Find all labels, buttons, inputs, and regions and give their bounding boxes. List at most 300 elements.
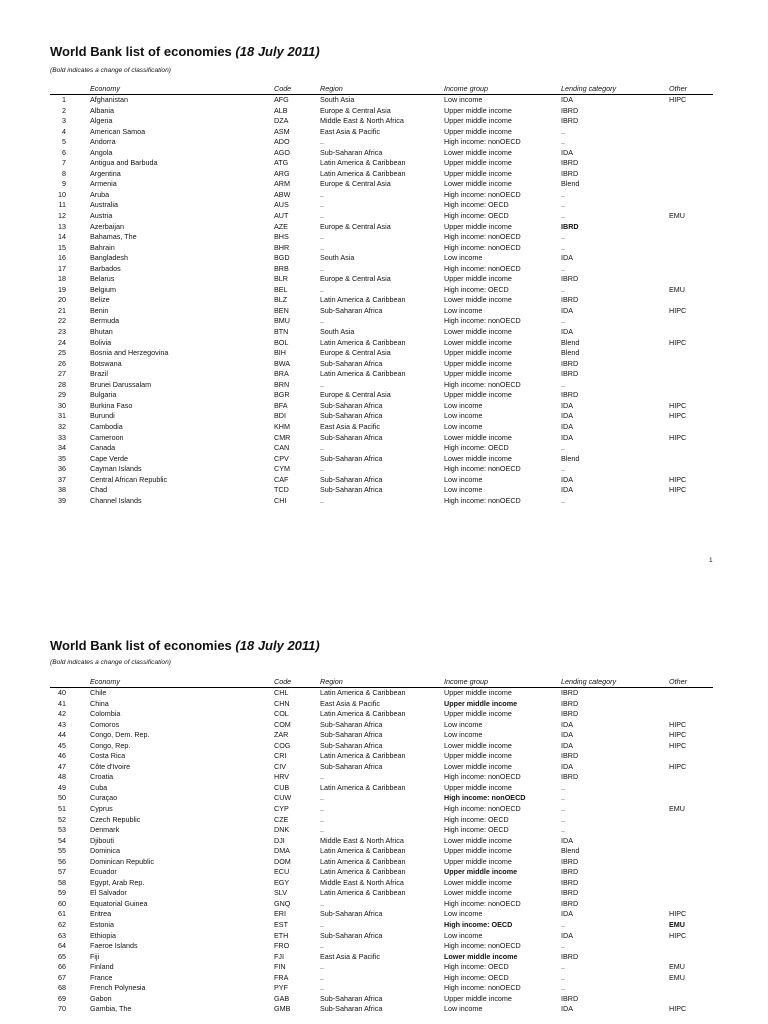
cell-income: Upper middle income	[444, 116, 512, 126]
cell-economy: Bolivia	[90, 337, 112, 347]
cell-lending: ..	[561, 793, 565, 803]
cell-code: PYF	[274, 983, 288, 993]
cell-region: ..	[320, 189, 324, 199]
table-row	[50, 825, 713, 836]
table-row	[50, 699, 713, 710]
cell-income: High income: nonOECD	[444, 495, 521, 505]
cell-economy: Belgium	[90, 284, 116, 294]
cell-code: DJI	[274, 835, 285, 845]
cell-income: Low income	[444, 421, 483, 431]
cell-lending: ..	[561, 242, 565, 252]
cell-economy: Bahrain	[90, 242, 115, 252]
cell-code: CYM	[274, 464, 290, 474]
cell-economy: Burundi	[90, 411, 115, 421]
cell-lending: IDA	[561, 740, 573, 750]
cell-lending: ..	[561, 920, 565, 930]
cell-other: EMU	[669, 804, 685, 814]
cell-economy: Belize	[90, 295, 110, 305]
cell-lending: IBRD	[561, 358, 579, 368]
cell-num: 38	[58, 485, 66, 495]
cell-lending: IDA	[561, 253, 573, 263]
table-row	[50, 222, 713, 233]
cell-num: 15	[58, 242, 66, 252]
cell-economy: Faeroe Islands	[90, 941, 138, 951]
cell-num: 52	[58, 814, 66, 824]
cell-economy: Congo, Rep.	[90, 740, 131, 750]
cell-num: 56	[58, 856, 66, 866]
cell-num: 44	[58, 730, 66, 740]
cell-income: High income: OECD	[444, 211, 509, 221]
cell-code: ADO	[274, 137, 290, 147]
cell-other	[669, 443, 713, 454]
cell-code: ERI	[274, 909, 286, 919]
cell-num: 19	[58, 284, 66, 294]
table-row	[50, 348, 713, 359]
cell-num: 70	[58, 1004, 66, 1014]
cell-code: AUT	[274, 211, 289, 221]
cell-economy: Gambia, The	[90, 1004, 132, 1014]
cell-economy: Denmark	[90, 825, 120, 835]
table-header-row	[50, 677, 713, 688]
header-other: Other	[669, 677, 713, 688]
table-row	[50, 994, 713, 1005]
cell-num: 50	[58, 793, 66, 803]
cell-other	[669, 200, 713, 211]
cell-income: Low income	[444, 253, 483, 263]
cell-income: Upper middle income	[444, 390, 512, 400]
cell-other: HIPC	[669, 719, 687, 729]
cell-num: 25	[58, 348, 66, 358]
cell-other	[669, 709, 713, 720]
cell-region: Sub-Saharan Africa	[320, 305, 383, 315]
cell-lending: IBRD	[561, 390, 579, 400]
cell-other	[669, 846, 713, 857]
cell-economy: Chad	[90, 485, 108, 495]
cell-other	[669, 274, 713, 285]
cell-economy: Afghanistan	[90, 95, 128, 104]
table-row	[50, 401, 713, 412]
cell-lending: ..	[561, 972, 565, 982]
cell-lending: IDA	[561, 421, 573, 431]
cell-num: 51	[58, 804, 66, 814]
table-row	[50, 962, 713, 973]
cell-economy: Eritrea	[90, 909, 112, 919]
cell-other	[669, 369, 713, 380]
cell-other: HIPC	[669, 740, 687, 750]
cell-region: Sub-Saharan Africa	[320, 358, 383, 368]
cell-code: CIV	[274, 761, 286, 771]
table-row	[50, 390, 713, 401]
cell-lending: ..	[561, 495, 565, 505]
cell-region: Sub-Saharan Africa	[320, 1004, 383, 1014]
cell-economy: Croatia	[90, 772, 114, 782]
cell-lending: IBRD	[561, 688, 579, 697]
cell-other	[669, 222, 713, 233]
table-row	[50, 179, 713, 190]
cell-region: ..	[320, 379, 324, 389]
cell-economy: Bangladesh	[90, 253, 128, 263]
cell-code: AGO	[274, 147, 290, 157]
header-lending-category: Lending category	[561, 84, 669, 95]
cell-lending: ..	[561, 137, 565, 147]
cell-num: 18	[58, 274, 66, 284]
cell-code: BHR	[274, 242, 290, 252]
cell-other	[669, 772, 713, 783]
cell-other: HIPC	[669, 730, 687, 740]
cell-other	[669, 941, 713, 952]
table-row	[50, 1004, 713, 1015]
cell-region: Latin America & Caribbean	[320, 369, 406, 379]
cell-region: ..	[320, 804, 324, 814]
cell-region: Sub-Saharan Africa	[320, 453, 383, 463]
cell-code: ASM	[274, 126, 290, 136]
cell-income: Lower middle income	[444, 951, 518, 961]
cell-other: HIPC	[669, 761, 687, 771]
cell-other: HIPC	[669, 485, 687, 495]
cell-income: High income: nonOECD	[444, 772, 521, 782]
cell-num: 69	[58, 993, 66, 1003]
cell-num: 22	[58, 316, 66, 326]
cell-lending: IDA	[561, 930, 573, 940]
table-row	[50, 475, 713, 486]
cell-income: Upper middle income	[444, 274, 512, 284]
cell-economy: Egypt, Arab Rep.	[90, 877, 145, 887]
cell-lending: ..	[561, 284, 565, 294]
table-row	[50, 169, 713, 180]
cell-other	[669, 169, 713, 180]
cell-lending: IDA	[561, 432, 573, 442]
cell-code: CRI	[274, 751, 287, 761]
cell-code: DMA	[274, 846, 290, 856]
cell-region: South Asia	[320, 327, 355, 337]
cell-code: BRN	[274, 379, 290, 389]
cell-economy: French Polynesia	[90, 983, 146, 993]
cell-code: CUB	[274, 782, 290, 792]
cell-economy: Curaçao	[90, 793, 118, 803]
cell-num: 45	[58, 740, 66, 750]
cell-num: 2	[62, 105, 66, 115]
cell-income: High income: nonOECD	[444, 242, 521, 252]
cell-lending: IBRD	[561, 867, 579, 877]
cell-code: SLV	[274, 888, 288, 898]
cell-other: EMU	[669, 972, 685, 982]
cell-region: ..	[320, 772, 324, 782]
cell-code: ZAR	[274, 730, 289, 740]
cell-region: Latin America & Caribbean	[320, 295, 406, 305]
cell-region: ..	[320, 941, 324, 951]
cell-region: Latin America & Caribbean	[320, 168, 406, 178]
cell-num: 3	[62, 116, 66, 126]
cell-region: ..	[320, 825, 324, 835]
cell-income: Lower middle income	[444, 337, 512, 347]
cell-income: High income: nonOECD	[444, 316, 521, 326]
cell-lending: ..	[561, 263, 565, 273]
cell-income: Low income	[444, 400, 483, 410]
cell-income: High income: OECD	[444, 814, 509, 824]
cell-economy: Estonia	[90, 920, 114, 930]
cell-other	[669, 359, 713, 370]
cell-other	[669, 983, 713, 994]
cell-num: 66	[58, 962, 66, 972]
cell-num: 27	[58, 369, 66, 379]
cell-lending: IBRD	[561, 877, 579, 887]
cell-region: ..	[320, 898, 324, 908]
cell-code: AFG	[274, 95, 289, 104]
cell-code: COL	[274, 709, 289, 719]
cell-region: Europe & Central Asia	[320, 105, 391, 115]
cell-region: Sub-Saharan Africa	[320, 411, 383, 421]
table-row	[50, 783, 713, 794]
cell-other	[669, 888, 713, 899]
cell-other	[669, 793, 713, 804]
cell-num: 28	[58, 379, 66, 389]
table-row	[50, 741, 713, 752]
table-row	[50, 285, 713, 296]
cell-income: Low income	[444, 95, 483, 104]
table-row	[50, 920, 713, 931]
cell-code: ETH	[274, 930, 289, 940]
cell-economy: Botswana	[90, 358, 122, 368]
table-row	[50, 106, 713, 117]
cell-num: 17	[58, 263, 66, 273]
cell-economy: Cyprus	[90, 804, 113, 814]
cell-num: 49	[58, 782, 66, 792]
economies-table	[50, 677, 713, 1015]
cell-lending: ..	[561, 782, 565, 792]
cell-lending: IBRD	[561, 772, 579, 782]
cell-lending: IBRD	[561, 856, 579, 866]
cell-region: Sub-Saharan Africa	[320, 730, 383, 740]
cell-region: Latin America & Caribbean	[320, 888, 406, 898]
cell-code: HRV	[274, 772, 290, 782]
cell-region: ..	[320, 972, 324, 982]
table-row	[50, 931, 713, 942]
cell-income: Upper middle income	[444, 688, 512, 697]
cell-region: Middle East & North Africa	[320, 877, 404, 887]
cell-income: High income: OECD	[444, 920, 513, 930]
cell-income: High income: nonOECD	[444, 983, 521, 993]
cell-region: Middle East & North Africa	[320, 835, 404, 845]
cell-num: 39	[58, 495, 66, 505]
cell-code: CAF	[274, 474, 289, 484]
cell-region: Europe & Central Asia	[320, 179, 391, 189]
cell-other: HIPC	[669, 1004, 687, 1014]
cell-other	[669, 232, 713, 243]
table-row	[50, 95, 713, 106]
cell-num: 31	[58, 411, 66, 421]
cell-code: BDI	[274, 411, 286, 421]
cell-num: 65	[58, 951, 66, 961]
cell-num: 61	[58, 909, 66, 919]
cell-other: EMU	[669, 284, 685, 294]
cell-economy: Barbados	[90, 263, 121, 273]
cell-code: KHM	[274, 421, 290, 431]
cell-other	[669, 106, 713, 117]
cell-code: BWA	[274, 358, 291, 368]
cell-lending: IDA	[561, 327, 573, 337]
cell-region: Latin America & Caribbean	[320, 337, 406, 347]
cell-income: Upper middle income	[444, 221, 512, 231]
cell-other	[669, 253, 713, 264]
cell-code: BTN	[274, 327, 289, 337]
cell-lending: IBRD	[561, 105, 579, 115]
cell-economy: Australia	[90, 200, 118, 210]
table-row	[50, 116, 713, 127]
table-row	[50, 983, 713, 994]
cell-income: High income: OECD	[444, 200, 509, 210]
cell-num: 34	[58, 443, 66, 453]
cell-other	[669, 348, 713, 359]
cell-num: 30	[58, 400, 66, 410]
cell-region: ..	[320, 263, 324, 273]
cell-other	[669, 127, 713, 138]
cell-other	[669, 116, 713, 127]
cell-lending: IDA	[561, 719, 573, 729]
cell-income: Upper middle income	[444, 158, 512, 168]
cell-lending: ..	[561, 126, 565, 136]
cell-lending: IBRD	[561, 116, 579, 126]
cell-income: Low income	[444, 1004, 483, 1014]
cell-economy: Albania	[90, 105, 114, 115]
cell-region: ..	[320, 211, 324, 221]
cell-lending: Blend	[561, 179, 580, 189]
table-row	[50, 762, 713, 773]
cell-other: HIPC	[669, 909, 687, 919]
cell-code: BGR	[274, 390, 290, 400]
cell-economy: Côte d'Ivoire	[90, 761, 131, 771]
cell-income: Upper middle income	[444, 867, 518, 877]
cell-region: Sub-Saharan Africa	[320, 993, 383, 1003]
cell-income: Upper middle income	[444, 846, 512, 856]
cell-num: 55	[58, 846, 66, 856]
cell-lending: IDA	[561, 730, 573, 740]
cell-other	[669, 158, 713, 169]
cell-code: GAB	[274, 993, 290, 1003]
cell-num: 8	[62, 168, 66, 178]
cell-lending: Blend	[561, 846, 580, 856]
table-row	[50, 730, 713, 741]
cell-economy: Algeria	[90, 116, 113, 126]
cell-num: 6	[62, 147, 66, 157]
cell-other	[669, 836, 713, 847]
cell-economy: Dominica	[90, 846, 120, 856]
cell-code: ECU	[274, 867, 290, 877]
cell-lending: IDA	[561, 909, 573, 919]
cell-num: 46	[58, 751, 66, 761]
table-row	[50, 253, 713, 264]
cell-region: East Asia & Pacific	[320, 421, 380, 431]
cell-code: CUW	[274, 793, 292, 803]
page-number: 1	[709, 557, 713, 564]
cell-code: BEL	[274, 284, 288, 294]
cell-num: 60	[58, 898, 66, 908]
table-row	[50, 888, 713, 899]
cell-other	[669, 867, 713, 878]
cell-economy: Bosnia and Herzegovina	[90, 348, 169, 358]
cell-income: Lower middle income	[444, 740, 512, 750]
cell-income: Upper middle income	[444, 993, 512, 1003]
table-row	[50, 243, 713, 254]
cell-other	[669, 422, 713, 433]
cell-code: EST	[274, 920, 288, 930]
cell-num: 35	[58, 453, 66, 463]
cell-num: 7	[62, 158, 66, 168]
table-row	[50, 338, 713, 349]
cell-code: CHI	[274, 495, 287, 505]
cell-other	[669, 952, 713, 963]
cell-income: Lower middle income	[444, 877, 512, 887]
cell-lending: IDA	[561, 835, 573, 845]
table-row	[50, 952, 713, 963]
table-row	[50, 772, 713, 783]
cell-region: Latin America & Caribbean	[320, 158, 406, 168]
cell-code: ABW	[274, 189, 291, 199]
cell-region: Sub-Saharan Africa	[320, 432, 383, 442]
cell-income: Low income	[444, 305, 483, 315]
cell-income: Low income	[444, 485, 483, 495]
cell-other	[669, 390, 713, 401]
cell-economy: Chile	[90, 688, 107, 697]
cell-economy: El Salvador	[90, 888, 127, 898]
cell-num: 53	[58, 825, 66, 835]
cell-code: COG	[274, 740, 291, 750]
cell-code: CHL	[274, 688, 289, 697]
cell-economy: Burkina Faso	[90, 400, 133, 410]
header-economy: Economy	[90, 677, 274, 688]
cell-code: BLZ	[274, 295, 288, 305]
cell-other: HIPC	[669, 411, 687, 421]
cell-region: Latin America & Caribbean	[320, 782, 406, 792]
cell-lending: IBRD	[561, 221, 579, 231]
cell-num: 4	[62, 126, 66, 136]
cell-income: High income: OECD	[444, 962, 509, 972]
cell-code: GNQ	[274, 898, 291, 908]
cell-other	[669, 454, 713, 465]
cell-other	[669, 243, 713, 254]
header-lending-category: Lending category	[561, 677, 669, 688]
cell-region: Middle East & North Africa	[320, 116, 404, 126]
cell-num: 23	[58, 327, 66, 337]
cell-income: Upper middle income	[444, 126, 512, 136]
cell-num: 32	[58, 421, 66, 431]
cell-region: Latin America & Caribbean	[320, 709, 406, 719]
cell-num: 59	[58, 888, 66, 898]
cell-income: High income: nonOECD	[444, 263, 521, 273]
cell-income: High income: nonOECD	[444, 941, 521, 951]
cell-code: ALB	[274, 105, 288, 115]
cell-income: Lower middle income	[444, 453, 512, 463]
cell-code: CMR	[274, 432, 291, 442]
cell-region: ..	[320, 242, 324, 252]
cell-economy: China	[90, 698, 109, 708]
cell-lending: IDA	[561, 1004, 573, 1014]
cell-code: CAN	[274, 443, 290, 453]
header-code: Code	[274, 677, 320, 688]
cell-code: CPV	[274, 453, 289, 463]
table-row	[50, 359, 713, 370]
cell-code: GMB	[274, 1004, 291, 1014]
cell-income: High income: OECD	[444, 825, 509, 835]
table-row	[50, 433, 713, 444]
cell-lending: IBRD	[561, 898, 579, 908]
cell-code: EGY	[274, 877, 290, 887]
cell-region: East Asia & Pacific	[320, 126, 380, 136]
cell-economy: Bahamas, The	[90, 232, 137, 242]
cell-code: BOL	[274, 337, 289, 347]
cell-income: Lower middle income	[444, 295, 512, 305]
cell-income: High income: nonOECD	[444, 379, 521, 389]
cell-other: EMU	[669, 211, 685, 221]
